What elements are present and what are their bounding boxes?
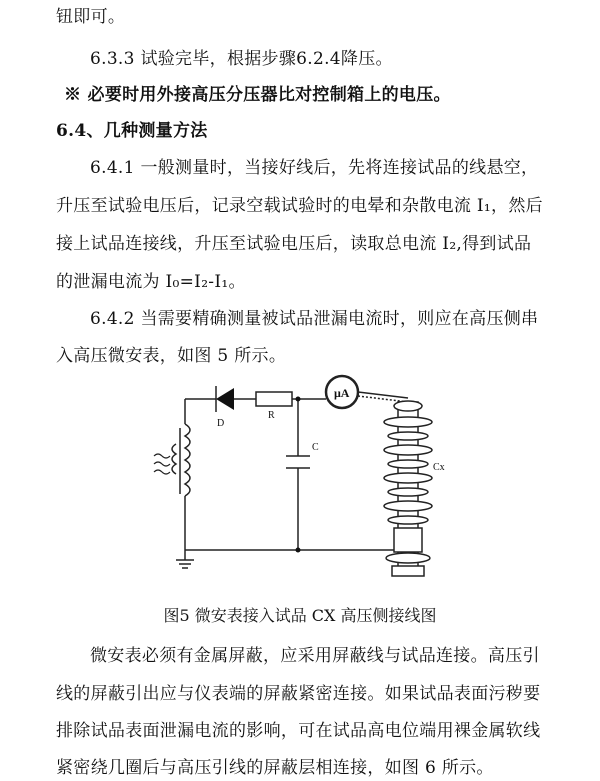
label-c: C — [312, 442, 319, 453]
text-line-12: 线的屏蔽引出应与仪表端的屏蔽紧密连接。如果试品表面污秽要 — [56, 684, 541, 704]
circuit-diagram — [150, 372, 450, 582]
text-line-1: 钮即可。 — [56, 7, 126, 27]
text-line-9: 6.4.2 当需要精确测量被试品泄漏电流时，则应在高压侧串 — [90, 309, 539, 329]
label-cx: Cx — [433, 462, 445, 473]
text-line-14: 紧密绕几圈后与高压引线的屏蔽层相连接，如图 6 所示。 — [56, 758, 494, 778]
text-line-6: 升压至试验电压后，记录空载试验时的电晕和杂散电流 I₁，然后 — [56, 196, 543, 216]
text-line-11: 微安表必须有金属屏蔽，应采用屏蔽线与试品连接。高压引 — [90, 646, 540, 666]
text-line-5: 6.4.1 一般测量时，当接好线后，先将连接试品的线悬空， — [90, 158, 539, 178]
section-heading: 6.4、几种测量方法 — [56, 121, 208, 141]
label-d: D — [217, 418, 225, 429]
text-line-8: 的泄漏电流为 I₀=I₂-I₁。 — [56, 272, 246, 292]
label-r: R — [268, 410, 275, 421]
meter-label: μA — [334, 386, 350, 400]
text-line-2: 6.3.3 试验完毕，根据步骤6.2.4降压。 — [90, 49, 393, 69]
text-line-13: 排除试品表面泄漏电流的影响，可在试品高电位端用裸金属软线 — [56, 721, 541, 741]
figure-caption: 图5 微安表接入试品 CX 高压侧接线图 — [163, 606, 437, 625]
text-line-7: 接上试品连接线，升压至试验电压后，读取总电流 I₂,得到试品 — [56, 234, 532, 254]
text-line-10: 入高压微安表，如图 5 所示。 — [56, 346, 287, 366]
note-line: ※ 必要时用外接高压分压器比对控制箱上的电压。 — [64, 85, 451, 105]
